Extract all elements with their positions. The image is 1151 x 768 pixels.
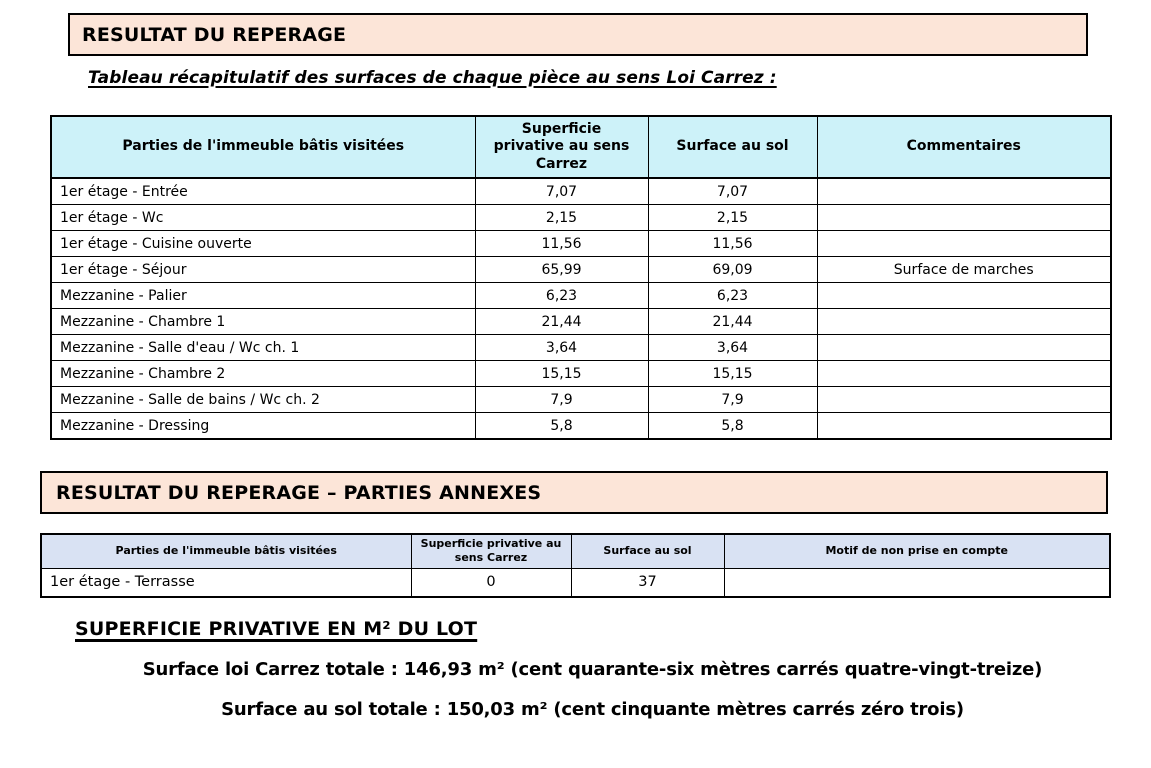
cell-piece: 1er étage - Terrasse [41,568,411,597]
col-header-commentaires: Commentaires [817,116,1111,178]
cell-sol: 21,44 [648,309,817,335]
cell-carrez: 15,15 [475,361,648,387]
cell-piece: 1er étage - Entrée [51,178,475,205]
table-row [51,257,1111,283]
surfaces-table-header-row [51,116,1111,178]
table-row [41,568,1110,597]
table-row [51,178,1111,205]
cell-piece: Mezzanine - Chambre 1 [51,309,475,335]
cell-sol: 3,64 [648,335,817,361]
cell-sol: 7,07 [648,178,817,205]
col-header-superficie-carrez: Superficie privative au sens Carrez [475,116,648,178]
cell-piece: 1er étage - Wc [51,205,475,231]
cell-comment [817,205,1111,231]
cell-sol: 6,23 [648,283,817,309]
cell-piece: Mezzanine - Salle de bains / Wc ch. 2 [51,387,475,413]
cell-carrez: 7,9 [475,387,648,413]
table-row [51,205,1111,231]
table-row [51,361,1111,387]
cell-sol: 11,56 [648,231,817,257]
col-header-parties: Parties de l'immeuble bâtis visitées [41,534,411,568]
cell-carrez: 11,56 [475,231,648,257]
cell-carrez: 7,07 [475,178,648,205]
cell-comment [817,387,1111,413]
cell-piece: Mezzanine - Salle d'eau / Wc ch. 1 [51,335,475,361]
cell-sol: 2,15 [648,205,817,231]
cell-motif [724,568,1110,597]
section-header-parties-annexes-title: RESULTAT DU REPERAGE – PARTIES ANNEXES [56,481,542,504]
cell-sol: 37 [571,568,724,597]
col-header-parties: Parties de l'immeuble bâtis visitées [51,116,475,178]
col-header-surface-sol: Surface au sol [648,116,817,178]
table1-caption: Tableau récapitulatif des surfaces de chaque pièce au sens Loi Carrez : [88,68,777,88]
section-header-reperage-title: RESULTAT DU REPERAGE [82,23,347,46]
cell-carrez: 5,8 [475,413,648,440]
cell-piece: 1er étage - Cuisine ouverte [51,231,475,257]
cell-comment [817,309,1111,335]
col-header-superficie-carrez: Superficie privative au sens Carrez [411,534,571,568]
table-row [51,387,1111,413]
cell-piece: Mezzanine - Chambre 2 [51,361,475,387]
cell-comment: Surface de marches [817,257,1111,283]
cell-comment [817,178,1111,205]
cell-comment [817,231,1111,257]
col-header-motif: Motif de non prise en compte [724,534,1110,568]
cell-comment [817,283,1111,309]
annexes-table [40,533,1111,598]
lot-surface-title: SUPERFICIE PRIVATIVE EN M² DU LOT [75,618,478,640]
cell-sol: 69,09 [648,257,817,283]
cell-carrez: 0 [411,568,571,597]
cell-sol: 15,15 [648,361,817,387]
annexes-table-header-row [41,534,1110,568]
total-carrez-line: Surface loi Carrez totale : 146,93 m² (cent quarante-six mètres carrés quatre-vingt-treize) [142,659,1043,680]
cell-piece: 1er étage - Séjour [51,257,475,283]
cell-comment [817,413,1111,440]
total-sol-line: Surface au sol totale : 150,03 m² (cent cinquante mètres carrés zéro trois) [221,699,964,720]
section-header-parties-annexes [40,471,1108,514]
table-row [51,335,1111,361]
table-row [51,283,1111,309]
cell-carrez: 65,99 [475,257,648,283]
cell-comment [817,361,1111,387]
section-header-reperage [68,13,1088,56]
cell-carrez: 21,44 [475,309,648,335]
cell-carrez: 2,15 [475,205,648,231]
cell-comment [817,335,1111,361]
table-row [51,413,1111,440]
cell-sol: 5,8 [648,413,817,440]
surfaces-table [50,115,1112,440]
table-row [51,309,1111,335]
cell-carrez: 3,64 [475,335,648,361]
col-header-surface-sol: Surface au sol [571,534,724,568]
cell-piece: Mezzanine - Dressing [51,413,475,440]
table-row [51,231,1111,257]
cell-piece: Mezzanine - Palier [51,283,475,309]
cell-carrez: 6,23 [475,283,648,309]
cell-sol: 7,9 [648,387,817,413]
